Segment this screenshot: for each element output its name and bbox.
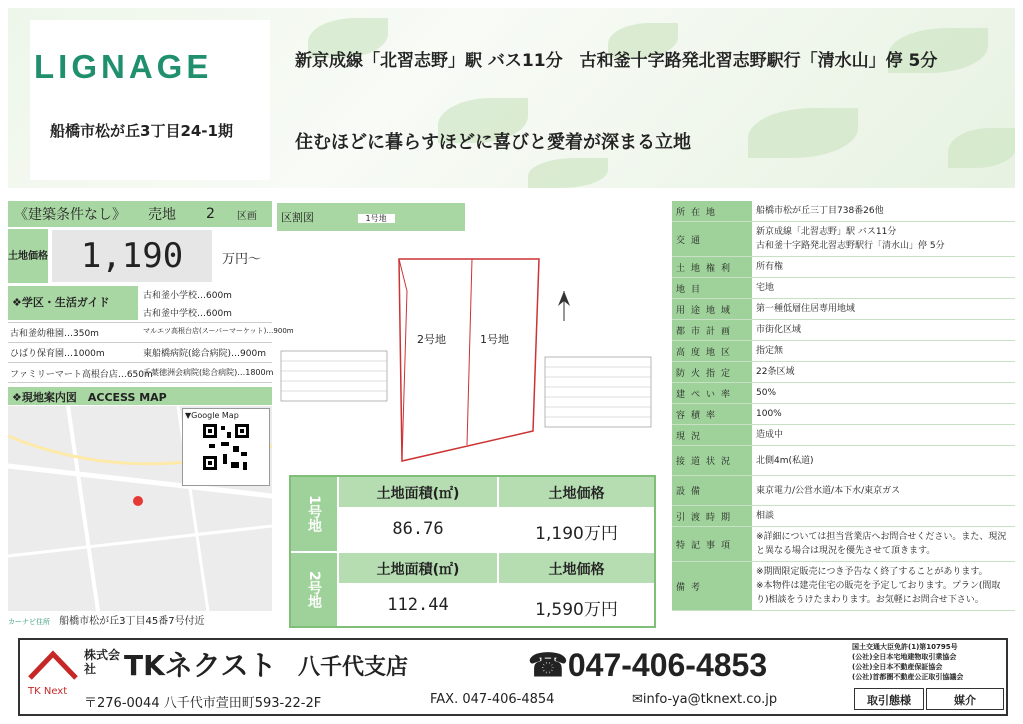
spec-value-line: 東京電力/公営水道/本下水/東京ガス <box>756 485 901 496</box>
spec-row <box>672 506 1015 527</box>
spec-key: 都市計画 <box>672 320 752 340</box>
spec-value <box>752 362 1015 382</box>
area-price-table <box>289 475 656 628</box>
school-1: 古和釜小学校…600m <box>143 291 232 301</box>
spec-row <box>672 320 1015 341</box>
branch-name: 八千代支店 <box>298 655 409 680</box>
life-item: 東船橋病院(総合病院)…900m <box>143 349 266 359</box>
spec-row <box>672 383 1015 404</box>
condition-bar <box>8 201 272 227</box>
spec-value <box>752 257 1015 277</box>
license-info <box>852 642 1006 682</box>
spec-value-line: 100% <box>756 409 782 419</box>
company-prefix: 株式会社 <box>84 648 121 676</box>
qr-code-icon[interactable] <box>201 422 251 472</box>
spec-key: 備考 <box>672 562 752 610</box>
spec-value <box>752 425 1015 445</box>
sale-type: 売地 <box>148 207 176 223</box>
spec-row <box>672 425 1015 446</box>
school-2: 古和釜中学校…600m <box>143 309 232 319</box>
spec-key: 用途地域 <box>672 299 752 319</box>
spec-key: 防火指定 <box>672 362 752 382</box>
footer <box>18 638 1008 716</box>
navi-address <box>8 612 272 628</box>
spec-value <box>752 476 1015 505</box>
spec-row <box>672 562 1015 611</box>
spec-key: 所在地 <box>672 201 752 221</box>
lot1-tag: 1号地 <box>358 214 395 223</box>
spec-key: 引渡時期 <box>672 506 752 526</box>
spec-key: 土地権利 <box>672 257 752 277</box>
spec-value <box>752 278 1015 298</box>
area-value: 112.44 <box>387 595 449 615</box>
spec-value <box>752 201 1015 221</box>
spec-value-line: 新京成線「北習志野」駅 バス11分 <box>756 227 897 237</box>
license-line: (公社)全日本宅地建物取引業協会 <box>852 653 957 661</box>
spec-key: 接道状況 <box>672 446 752 475</box>
spec-value <box>752 320 1015 340</box>
spec-row <box>672 257 1015 278</box>
spec-value-line: 古和釜十字路発北習志野駅行「清水山」停 5分 <box>756 241 945 251</box>
spec-value-line: 所有権 <box>756 262 784 272</box>
spec-row <box>672 222 1015 257</box>
spec-value-line: 宅地 <box>756 283 775 293</box>
logo: LIGNAGE <box>34 48 213 85</box>
price-value: 1,190 <box>52 230 212 282</box>
spec-value <box>752 222 1015 256</box>
spec-row <box>672 476 1015 506</box>
spec-value <box>752 527 1015 561</box>
lot-plan-diagram <box>277 231 655 471</box>
area-header: 土地面積(㎡) <box>339 477 497 507</box>
spec-value-line: 第一種低層住居専用地域 <box>756 304 856 314</box>
spec-value-line: ※本物件は建売住宅の販売を予定しております。プラン(間取り)相談をうけたまわります。お気軽にお問合せ下さい。 <box>756 581 1001 605</box>
lot-count: 2 <box>206 206 215 222</box>
roof-icon <box>60 20 250 50</box>
plan-title <box>277 203 465 231</box>
spec-row <box>672 527 1015 562</box>
north-arrow-icon <box>558 291 570 321</box>
lot-tag: 2号地 <box>291 553 337 626</box>
license-line: (公社)全日本不動産保証協会 <box>852 663 943 671</box>
spec-key: 建ぺい率 <box>672 383 752 403</box>
spec-row <box>672 446 1015 476</box>
brand: TK Next <box>28 686 68 697</box>
spec-value-line: ※詳細については担当営業店へお問合せください。また、現況と異なる場合は現況を優先させて頂きます。 <box>756 532 1007 556</box>
qr-panel <box>182 408 270 486</box>
navi-label: カーナビ住所 <box>8 618 50 626</box>
lot-tag: 1号地 <box>291 477 337 551</box>
spec-value-line: ※期間限定販売につき予告なく終了することがあります。 <box>756 567 988 577</box>
spec-row <box>672 404 1015 425</box>
phone-text: 047-406-4853 <box>567 647 768 683</box>
lot1-label: 1号地 <box>480 333 509 346</box>
spec-value-line: 相談 <box>756 511 775 521</box>
price-value: 1,590万円 <box>535 600 618 620</box>
lot-count-unit: 区画 <box>236 210 257 222</box>
license-line: 国土交通大臣免許(1)第10795号 <box>852 643 958 651</box>
license-line: (公社)首都圏不動産公正取引協議会 <box>852 673 964 681</box>
spec-value-line: 50% <box>756 388 777 398</box>
spec-value <box>752 506 1015 526</box>
spec-table <box>672 201 1015 611</box>
spec-value <box>752 404 1015 424</box>
price-header: 土地価格 <box>499 477 654 507</box>
email-text: info-ya@tknext.co.jp <box>642 692 778 707</box>
access-map-title: ❖現地案内図 ACCESS MAP <box>8 387 272 405</box>
phone-number[interactable]: ☎047-406-4853 <box>528 647 768 683</box>
area-header: 土地面積(㎡) <box>339 553 497 583</box>
spec-row <box>672 341 1015 362</box>
spec-key: 高度地区 <box>672 341 752 361</box>
condition-label: 《建築条件なし》 <box>14 207 126 223</box>
access-map[interactable] <box>8 406 272 611</box>
lot2-label: 2号地 <box>417 333 446 346</box>
spec-row <box>672 362 1015 383</box>
plan-title-text: 区割図 <box>281 211 314 224</box>
spec-value-line: 船橋市松が丘三丁目738番26他 <box>756 206 884 216</box>
price-value: 1,190万円 <box>535 524 618 544</box>
catch-copy: 住むほどに暮らすほどに喜びと愛着が深まる立地 <box>295 132 691 153</box>
spec-key: 現況 <box>672 425 752 445</box>
trade-mode-label: 取引態様 <box>854 688 924 710</box>
spec-value-line: 造成中 <box>756 430 784 440</box>
spec-row <box>672 201 1015 222</box>
spec-value <box>752 562 1015 610</box>
spec-value <box>752 341 1015 361</box>
spec-value <box>752 446 1015 475</box>
spec-value-line: 市街化区域 <box>756 325 802 335</box>
spec-key: 設備 <box>672 476 752 505</box>
price-label: 土地価格 <box>8 229 48 283</box>
spec-value-line: 指定無 <box>756 346 784 356</box>
company-name: TKネクスト <box>124 649 277 682</box>
address: 〒276-0044 八千代市萱田町593-22-2F <box>84 696 322 711</box>
spec-value <box>752 383 1015 403</box>
spec-value-line: 22条区域 <box>756 367 795 377</box>
life-item: ひばり保育園…1000m <box>10 349 105 359</box>
spec-key: 特記事項 <box>672 527 752 561</box>
life-item: 千葉徳洲会病院(総合病院)…1800m <box>143 368 274 377</box>
area-value: 86.76 <box>392 519 444 539</box>
spec-value-line: 北側4m(私道) <box>756 455 814 466</box>
life-item: マルエツ高根台店(スーパーマーケット)…900m <box>143 327 294 335</box>
google-map-label: ▼Google Map <box>185 411 239 420</box>
spec-key: 交通 <box>672 222 752 256</box>
trade-mode-value: 媒介 <box>926 688 1004 710</box>
school-guide-title: ❖学区・生活ガイド <box>8 286 138 320</box>
spec-key: 地目 <box>672 278 752 298</box>
navi-value: 船橋市松が丘3丁目45番7号付近 <box>59 616 205 627</box>
fax: FAX. 047-406-4854 <box>430 692 555 707</box>
email-link[interactable]: ✉info-ya@tknext.co.jp <box>632 692 778 707</box>
spec-row <box>672 299 1015 320</box>
access-line: 新京成線「北習志野」駅 バス11分 古和釜十字路発北習志野駅行「清水山」停 5分 <box>295 51 938 71</box>
price-unit: 万円〜 <box>222 252 262 267</box>
spec-value <box>752 299 1015 319</box>
spec-row <box>672 278 1015 299</box>
house-logo-icon <box>26 648 80 682</box>
project-name: 船橋市松が丘3丁目24-1期 <box>50 122 233 140</box>
life-item: ファミリーマート高根台店…650m <box>10 370 153 380</box>
life-item: 古和釜幼稚園…350m <box>10 329 99 339</box>
price-header: 土地価格 <box>499 553 654 583</box>
spec-key: 容積率 <box>672 404 752 424</box>
